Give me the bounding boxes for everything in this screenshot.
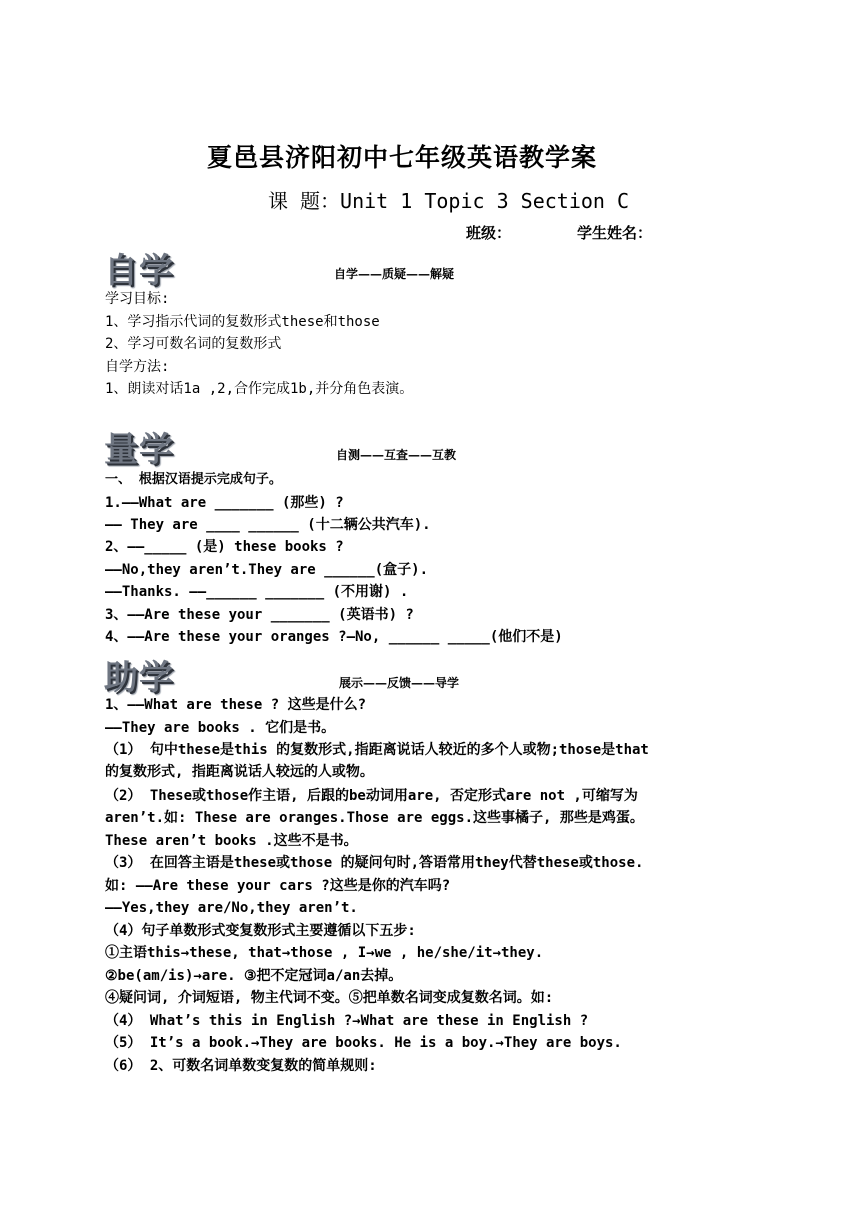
exercise-line: 1.——What are _______ (那些) ? [105, 495, 344, 511]
exercise-line: 3、——Are these your _______ (英语书) ? [105, 607, 414, 623]
exercise-line: ——Thanks. ——______ _______ (不用谢) . [105, 584, 409, 600]
section-badge-self-study: 自学 [104, 251, 174, 291]
note-line: 1、——What are these ? 这些是什么? [105, 697, 367, 713]
class-label: 班级： [466, 224, 512, 242]
note-line: ——Yes,they are/No,they aren’t. [105, 900, 358, 916]
document-title: 夏邑县济阳初中七年级英语教学案 [207, 143, 598, 172]
exercise-line: 4、——Are these your oranges ?—No, ______ _____(他们不是) [105, 629, 563, 645]
note-line: （4）句子单数形式变复数形式主要遵循以下五步: [105, 923, 416, 939]
note-line: （3） 在回答主语是these或those 的疑问句时,答语常用they代替these或those. [105, 855, 644, 871]
note-line: ②be(am/is)→are. ③把不定冠词a/an去掉。 [105, 968, 403, 984]
section-badge-measure-study: 量学 [104, 430, 174, 470]
section-text-line: 学习目标: [105, 291, 170, 307]
section-motto: 展示——反馈——导学 [339, 676, 460, 690]
lesson-subtitle: 课 题：Unit 1 Topic 3 Section C [268, 189, 630, 213]
exercise-line: ——No,they aren’t.They are ______(盒子). [105, 562, 429, 578]
note-line: These aren’t books .这些不是书。 [105, 833, 358, 849]
note-line: （5） It’s a book.→They are books. He is a boy.→They are boys. [105, 1035, 622, 1051]
note-line: ——They are books . 它们是书。 [105, 720, 336, 736]
note-line: aren’t.如: These are oranges.Those are eggs.这些事橘子, 那些是鸡蛋。 [105, 810, 644, 826]
exercise-line: 2、——_____ (是) these books ? [105, 539, 344, 555]
section-motto: 自测——互查——互教 [336, 448, 457, 462]
exercise-line: —— They are ____ ______ (十二辆公共汽车). [105, 517, 431, 533]
note-line: （2） These或those作主语, 后跟的be动词用are, 否定形式are not ,可缩写为 [105, 788, 638, 804]
note-line: （6） 2、可数名词单数变复数的简单规则: [105, 1058, 377, 1074]
section-text-line: 自学方法: [105, 359, 170, 375]
note-line: 的复数形式, 指距离说话人较远的人或物。 [105, 764, 374, 780]
section-text-line: 1、朗读对话1a ,2,合作完成1b,并分角色表演。 [105, 381, 414, 397]
note-line: （1） 句中these是this 的复数形式,指距离说话人较近的多个人或物;those是that [105, 742, 649, 758]
note-line: ①主语this→these, that→those , I→we , he/she/it→they. [105, 945, 544, 961]
exercise-heading: 一、 根据汉语提示完成句子。 [105, 472, 282, 487]
section-motto: 自学——质疑——解疑 [334, 267, 455, 281]
section-text-line: 1、学习指示代词的复数形式these和those [105, 314, 380, 330]
note-line: ④疑问词, 介词短语, 物主代词不变。⑤把单数名词变成复数名词。如: [105, 990, 554, 1006]
section-badge-assist-study: 助学 [104, 658, 174, 698]
note-line: （4） What’s this in English ?→What are these in English ? [105, 1013, 589, 1029]
note-line: 如: ——Are these your cars ?这些是你的汽车吗? [105, 878, 451, 894]
student-name-label: 学生姓名： [577, 224, 653, 242]
section-text-line: 2、学习可数名词的复数形式 [105, 336, 282, 352]
